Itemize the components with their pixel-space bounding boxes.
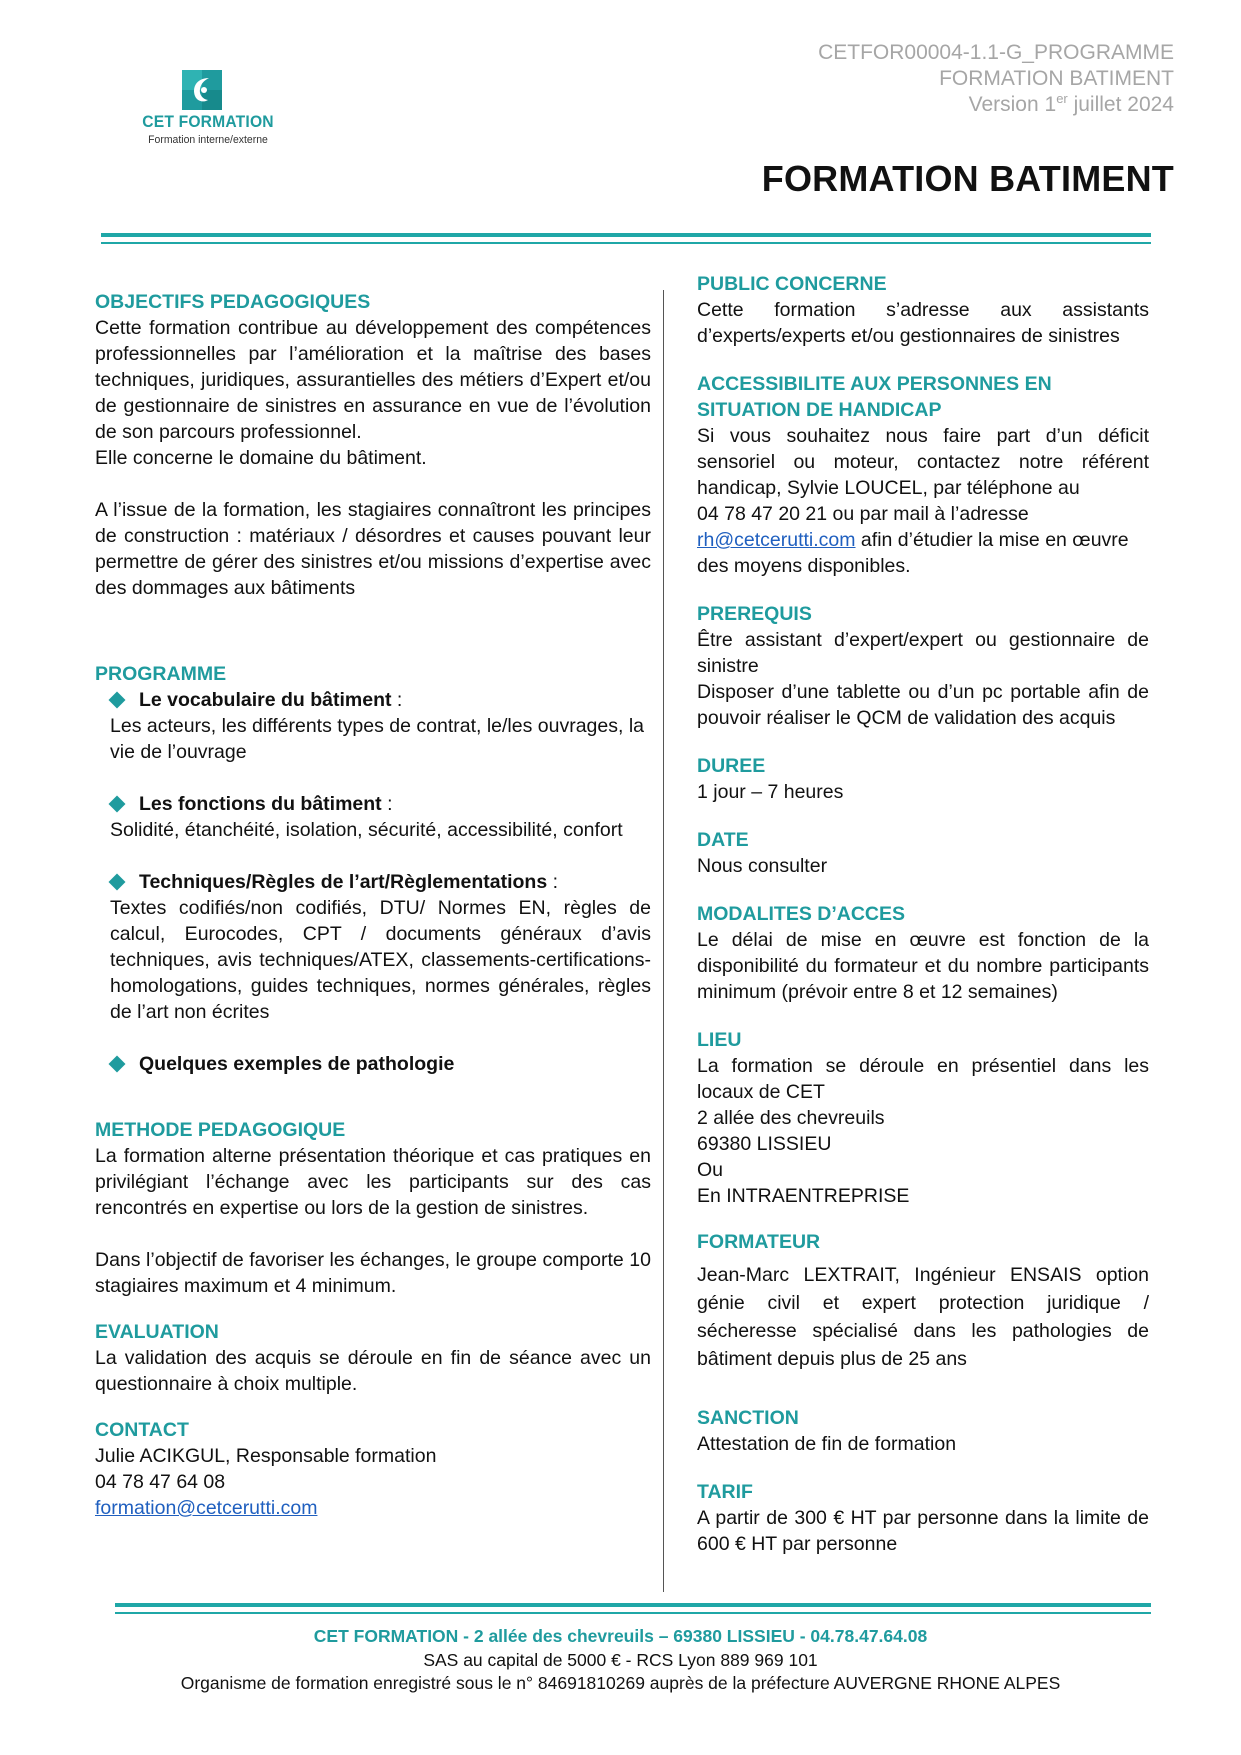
logo-title: CET FORMATION bbox=[142, 112, 274, 131]
programme-item bbox=[95, 687, 651, 765]
header-rule-thick bbox=[101, 233, 1151, 237]
contact-name: Julie ACIKGUL, Responsable formation bbox=[95, 1445, 437, 1467]
company-logo bbox=[128, 70, 288, 150]
objectifs-heading: OBJECTIFS PEDAGOGIQUES bbox=[95, 291, 371, 313]
programme-item-title: Le vocabulaire du bâtiment bbox=[139, 689, 392, 711]
footer-rule-thick bbox=[115, 1603, 1151, 1607]
tarif-value: A partir de 300 € HT par personne dans la limite de 600 € HT par personne bbox=[697, 1507, 1149, 1555]
column-divider bbox=[663, 290, 664, 1592]
programme-item-title: Techniques/Règles de l’art/Règlementations bbox=[139, 871, 548, 893]
evaluation-paragraph: La validation des acquis se déroule en fin de séance avec un questionnaire à choix multiple. bbox=[95, 1347, 651, 1395]
modalites-paragraph: Le délai de mise en œuvre est fonction de la disponibilité du formateur et du nombre participants minimum (prévoir entre 8 et 12 semaines) bbox=[697, 929, 1149, 1003]
contact-email-link[interactable]: formation@cetcerutti.com bbox=[95, 1497, 318, 1519]
tarif-heading: TARIF bbox=[697, 1481, 753, 1503]
document-reference bbox=[654, 40, 1174, 118]
objectifs-paragraph-1: Cette formation contribue au développement des compétences professionnelles par l’amélioration et la maîtrise des bases techniques, juridiques, assurantielles des métiers d’Expert et/ou de gestionnaire de sinistres en assurance en vue de l’évolution de son parcours professionnel. bbox=[95, 317, 651, 443]
lieu-address-line-2: 69380 LISSIEU bbox=[697, 1133, 832, 1155]
programme-item bbox=[95, 869, 651, 1025]
duree-heading: DUREE bbox=[697, 755, 766, 777]
version-sup: er bbox=[1056, 91, 1068, 106]
prerequis-heading: PREREQUIS bbox=[697, 603, 812, 625]
accessibilite-email-link[interactable]: rh@cetcerutti.com bbox=[697, 529, 856, 551]
sanction-heading: SANCTION bbox=[697, 1407, 799, 1429]
accessibilite-after-email: afin d’étudier la mise en œuvre des moyens disponibles. bbox=[697, 529, 1129, 577]
methode-paragraph-2: Dans l’objectif de favoriser les échanges, le groupe comporte 10 stagiaires maximum et 4 minimum. bbox=[95, 1249, 651, 1297]
lieu-address-line-1: 2 allée des chevreuils bbox=[697, 1107, 885, 1129]
lieu-paragraph: La formation se déroule en présentiel dans les locaux de CET bbox=[697, 1055, 1149, 1103]
duree-value: 1 jour – 7 heures bbox=[697, 781, 844, 803]
modalites-heading: MODALITES D’ACCES bbox=[697, 903, 906, 925]
programme-item-suffix: : bbox=[391, 689, 403, 711]
formateur-heading: FORMATEUR bbox=[697, 1231, 821, 1253]
programme-item-suffix: : bbox=[381, 793, 393, 815]
programme-item bbox=[95, 1051, 651, 1077]
formateur-paragraph: Jean-Marc LEXTRAIT, Ingénieur ENSAIS option génie civil et expert protection juridique / sécheresse spécialisé dans les pathologies de bâtiment depuis plus de 25 ans bbox=[697, 1264, 1149, 1370]
programme-heading: PROGRAMME bbox=[95, 663, 227, 685]
methode-heading: METHODE PEDAGOGIQUE bbox=[95, 1119, 346, 1141]
prerequis-paragraph-2: Disposer d’une tablette ou d’un pc portable afin de pouvoir réaliser le QCM de validation des acquis bbox=[697, 681, 1149, 729]
cet-logo-icon bbox=[182, 70, 222, 110]
reference-code: CETFOR00004-1.1-G_PROGRAMME bbox=[818, 41, 1174, 64]
prerequis-paragraph-1: Être assistant d’expert/expert ou gestionnaire de sinistre bbox=[697, 629, 1149, 677]
methode-paragraph-1: La formation alterne présentation théorique et cas pratiques en privilégiant l’échange avec les participants sur des cas rencontrés en expertise ou lors de la gestion de sinistres. bbox=[95, 1145, 651, 1219]
diamond-bullet-icon bbox=[109, 796, 126, 813]
programme-item bbox=[95, 791, 651, 843]
lieu-intra: En INTRAENTREPRISE bbox=[697, 1185, 910, 1207]
accessibilite-heading-line-1: ACCESSIBILITE AUX PERSONNES EN bbox=[697, 373, 1052, 395]
programme-item-suffix: : bbox=[547, 871, 559, 893]
programme-item-title: Les fonctions du bâtiment bbox=[139, 793, 382, 815]
accessibilite-heading-line-2: SITUATION DE HANDICAP bbox=[697, 399, 942, 421]
footer-legal-line: SAS au capital de 5000 € - RCS Lyon 889 969 101 bbox=[423, 1650, 818, 1670]
footer-company-line: CET FORMATION - 2 allée des chevreuils – 69380 LISSIEU - 04.78.47.64.08 bbox=[313, 1626, 928, 1646]
contact-phone: 04 78 47 64 08 bbox=[95, 1471, 226, 1493]
programme-item-title: Quelques exemples de pathologie bbox=[139, 1053, 455, 1075]
diamond-bullet-icon bbox=[109, 692, 126, 709]
date-value: Nous consulter bbox=[697, 855, 828, 877]
objectifs-paragraph-3: A l’issue de la formation, les stagiaires connaîtront les principes de construction : matériaux / désordres et causes pouvant leur permettre de gérer des sinistres et/ou missions d’expertise avec des dommages aux bâtiments bbox=[95, 499, 651, 599]
contact-heading: CONTACT bbox=[95, 1419, 189, 1441]
diamond-bullet-icon bbox=[109, 874, 126, 891]
reference-title: FORMATION BATIMENT bbox=[939, 67, 1174, 90]
left-column bbox=[95, 289, 651, 1521]
programme-item-body: Textes codifiés/non codifiés, DTU/ Normes EN, règles de calcul, Eurocodes, CPT / documents généraux d’avis techniques, avis techniques/ATEX, classements-certifications-homologations, guides techniques, normes générales, règles de l’art non écrites bbox=[110, 897, 651, 1023]
public-heading: PUBLIC CONCERNE bbox=[697, 273, 887, 295]
page-title: FORMATION BATIMENT bbox=[761, 158, 1174, 199]
evaluation-heading: EVALUATION bbox=[95, 1321, 219, 1343]
objectifs-paragraph-2: Elle concerne le domaine du bâtiment. bbox=[95, 447, 427, 469]
accessibilite-phone-line: 04 78 47 20 21 ou par mail à l’adresse bbox=[697, 503, 1029, 525]
version-suffix: juillet 2024 bbox=[1067, 93, 1174, 116]
programme-item-body: Solidité, étanchéité, isolation, sécurité, accessibilité, confort bbox=[110, 819, 623, 841]
lieu-or: Ou bbox=[697, 1159, 724, 1181]
logo-tagline: Formation interne/externe bbox=[148, 134, 268, 146]
diamond-bullet-icon bbox=[109, 1056, 126, 1073]
lieu-heading: LIEU bbox=[697, 1029, 742, 1051]
version-prefix: Version 1 bbox=[968, 93, 1057, 116]
footer-registration-line: Organisme de formation enregistré sous le n° 84691810269 auprès de la préfecture AUVERGNE RHONE ALPES bbox=[180, 1673, 1061, 1693]
footer-rule-thin bbox=[115, 1612, 1151, 1614]
version-line bbox=[654, 92, 1174, 118]
public-paragraph: Cette formation s’adresse aux assistants d’experts/experts et/ou gestionnaires de sinistres bbox=[697, 299, 1149, 347]
programme-item-body: Les acteurs, les différents types de contrat, le/les ouvrages, la vie de l’ouvrage bbox=[110, 715, 645, 763]
right-column bbox=[697, 271, 1149, 1557]
date-heading: DATE bbox=[697, 829, 749, 851]
header-rule-thin bbox=[101, 242, 1151, 244]
sanction-value: Attestation de fin de formation bbox=[697, 1433, 957, 1455]
accessibilite-paragraph: Si vous souhaitez nous faire part d’un déficit sensoriel ou moteur, contactez notre référent handicap, Sylvie LOUCEL, par téléphone au bbox=[697, 425, 1149, 499]
